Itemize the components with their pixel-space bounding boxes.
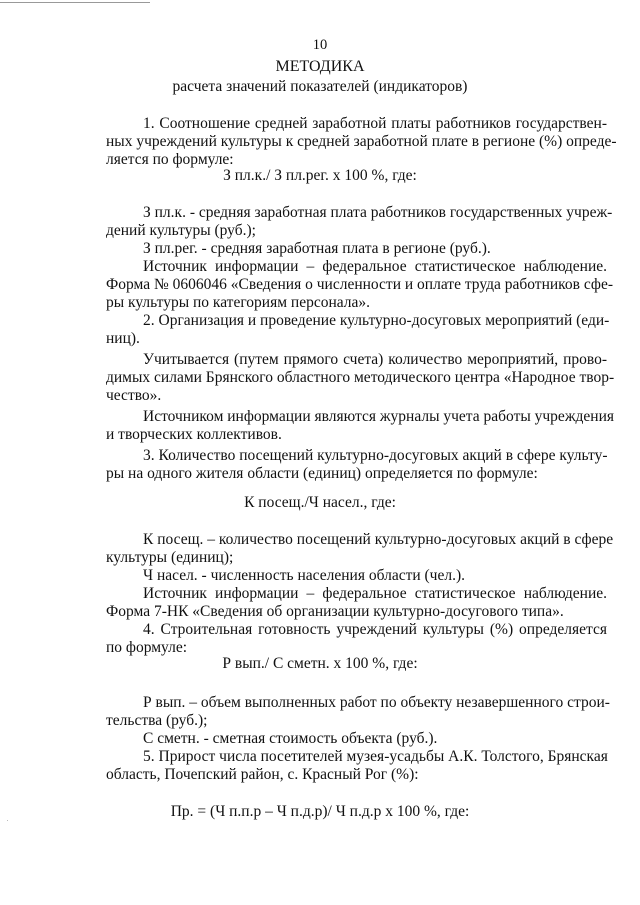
formula: Пр. = (Ч п.п.р – Ч п.д.р)/ Ч п.д.р х 100 %, где: <box>170 803 470 820</box>
text-line: К посещ. – количество посещений культурно-досуговых акций в сфере <box>143 531 614 548</box>
text-line: димых силами Брянского областного методического центра «Народное твор- <box>106 369 615 386</box>
formula: З пл.к./ З пл.рег. х 100 %, где: <box>223 167 417 184</box>
text-line: Источник информации – федеральное статистическое наблюдение. <box>143 258 607 275</box>
page-number: 10 <box>312 37 328 53</box>
formula: К посещ./Ч насел., где: <box>244 494 396 511</box>
text-line: ниц). <box>106 330 140 347</box>
text-line: тельства (руб.); <box>106 712 208 729</box>
text-line: ных учреждений культуры к средней заработной плате в регионе (%) опреде- <box>106 133 617 150</box>
text-line: ры на одного жителя области (единиц) определяется по формуле: <box>106 465 538 482</box>
text-line: 5. Прирост числа посетителей музея-усадьбы А.К. Толстого, Брянская <box>143 748 608 765</box>
text-line: Форма 7-НК «Сведения об организации культурно-досугового типа». <box>106 603 564 620</box>
text-line: Форма № 0606046 «Сведения о численности и оплате труда работников сфе- <box>106 276 614 293</box>
document-title: МЕТОДИКА <box>275 58 365 75</box>
text-line: дений культуры (руб.); <box>106 222 256 239</box>
text-line: Источником информации являются журналы учета работы учреждения <box>143 408 615 425</box>
text-line: Р вып. – объем выполненных работ по объекту незавершенного строи- <box>143 694 610 711</box>
scan-edge-line <box>0 2 150 3</box>
formula: Р вып./ С сметн. х 100 %, где: <box>222 655 418 672</box>
document-subtitle: расчета значений показателей (индикаторов) <box>172 78 468 95</box>
text-line: ры культуры по категориям персонала». <box>106 294 371 311</box>
text-line: Ч насел. - численность населения области (чел.). <box>143 567 466 584</box>
text-line: 1. Соотношение средней заработной платы работников государствен- <box>143 115 607 132</box>
text-line: чество». <box>106 387 162 404</box>
text-line: область, Почепский район, с. Красный Рог (%): <box>106 766 419 783</box>
text-line: 4. Строительная готовность учреждений культуры (%) определяется <box>143 621 607 638</box>
text-line: С сметн. - сметная стоимость объекта (руб.). <box>143 730 438 747</box>
text-line: ляется по формуле: <box>106 151 234 168</box>
text-line: З пл.к. - средняя заработная плата работников государственных учреж- <box>143 204 613 221</box>
text-line: Учитывается (путем прямого счета) количество мероприятий, прово- <box>143 351 607 368</box>
text-line: Источник информации – федеральное статистическое наблюдение. <box>143 585 607 602</box>
text-line: культуры (единиц); <box>106 549 234 566</box>
text-line: 2. Организация и проведение культурно-досуговых мероприятий (еди- <box>143 312 610 329</box>
text-line: и творческих коллективов. <box>106 426 282 443</box>
text-line: по формуле: <box>106 639 188 656</box>
text-line: 3. Количество посещений культурно-досуговых акций в сфере культу- <box>143 447 608 464</box>
text-line: З пл.рег. - средняя заработная плата в регионе (руб.). <box>143 240 491 257</box>
